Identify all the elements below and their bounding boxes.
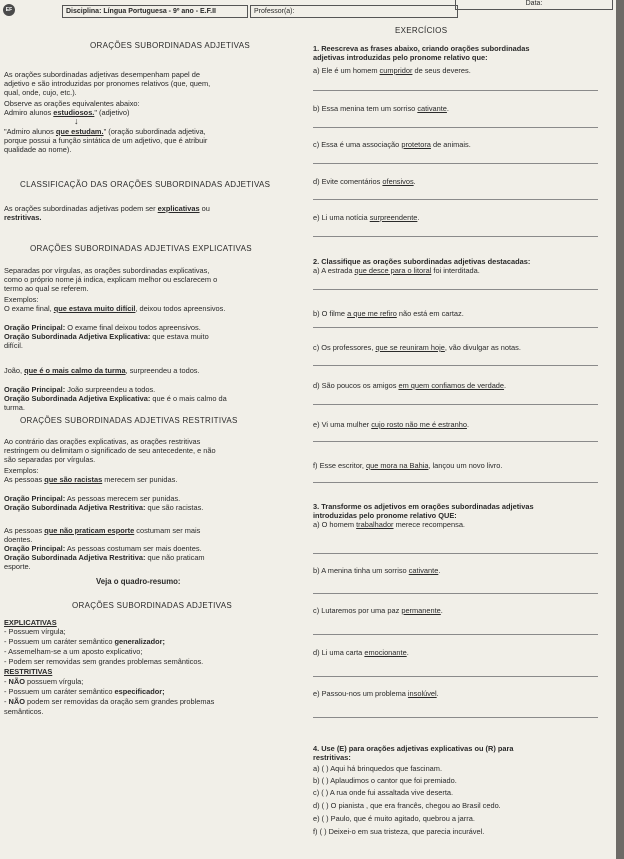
answer-line[interactable]: [313, 404, 598, 405]
restritivas-sub-1: Oração Subordinada Adjetiva Restritiva: que são racistas.: [4, 503, 204, 512]
answer-line[interactable]: [313, 634, 598, 635]
question-4-item[interactable]: a) ( ) Aqui há brinquedos que fascinam.: [313, 764, 443, 773]
explicativas-example-1: O exame final, que estava muito difícil, deixou todos apreensivos.: [4, 304, 226, 313]
question-2-item: c) Os professores, que se reuniram hoje, vão divulgar as notas.: [313, 343, 521, 352]
question-1-item: c) Essa é uma associação protetora de animais.: [313, 140, 471, 149]
discipline-box: [62, 5, 248, 18]
summary-restritivas-3: - NÃO podem ser removidas da oração sem grandes problemas: [4, 697, 215, 706]
question-2: 2. Classifique as orações subordinadas adjetivas destacadas:: [313, 257, 531, 266]
restritivas-principal-1: Oração Principal: As pessoas merecem ser punidas.: [4, 494, 181, 503]
restritivas-line-3: são separadas por vírgulas.: [4, 455, 96, 464]
question-1-line-1: 1. Reescreva as frases abaixo, criando orações subordinadas: [313, 44, 530, 53]
summary-explicativas-heading: EXPLICATIVAS: [4, 618, 57, 627]
question-2-item: a) A estrada que desce para o litoral foi interditada.: [313, 266, 480, 275]
answer-line[interactable]: [313, 289, 598, 290]
answer-line[interactable]: [313, 90, 598, 91]
restritivas-example-2: As pessoas que não praticam esporte costumam ser mais: [4, 526, 201, 535]
question-4-item[interactable]: b) ( ) Aplaudimos o cantor que foi premiado.: [313, 776, 457, 785]
explicativas-line-1: Separadas por vírgulas, as orações subordinadas explicativas,: [4, 266, 210, 275]
question-4-item[interactable]: d) ( ) O pianista , que era francês, chegou ao Brasil cedo.: [313, 801, 501, 810]
explicativas-principal-1: Oração Principal: O exame final deixou todos apreensivos.: [4, 323, 201, 332]
date-label: Data:: [525, 0, 543, 7]
summary-explicativas-1: - Possuem vírgula;: [4, 627, 66, 636]
answer-line[interactable]: [313, 327, 598, 328]
question-4-item[interactable]: c) ( ) A rua onde fui assaltada vive deserta.: [313, 788, 454, 797]
summary-explicativas-4: - Podem ser removidas sem grandes problemas semânticos.: [4, 657, 204, 666]
date-box: [455, 0, 613, 10]
intro-line-2: adjetivo e são introduzidas por pronomes relativos (que, quem,: [4, 79, 211, 88]
summary-explicativas-3: - Assemelham-se a um aposto explicativo;: [4, 647, 143, 656]
answer-line[interactable]: [313, 199, 598, 200]
explicativas-examples-label: Exemplos:: [4, 295, 39, 304]
question-2-item: b) O filme a que me refiro não está em cartaz.: [313, 309, 464, 318]
restritivas-line-2: restringem ou delimitam o significado de seu antecedente, e não: [4, 446, 216, 455]
section-title-adjetivas: ORAÇÕES SUBORDINADAS ADJETIVAS: [90, 41, 250, 50]
teacher-box: [250, 5, 458, 18]
classification-line-2: restritivas.: [4, 213, 42, 222]
restritivas-sub-2: Oração Subordinada Adjetiva Restritiva: que não praticam: [4, 553, 205, 562]
answer-line[interactable]: [313, 441, 598, 442]
explicativas-sub-1: Oração Subordinada Adjetiva Explicativa: que estava muito: [4, 332, 209, 341]
restritivas-example-2-end: doentes.: [4, 535, 33, 544]
discipline-label: Disciplina: Língua Portuguesa - 9º ano - E.F.II: [66, 8, 216, 15]
answer-line[interactable]: [313, 482, 598, 483]
summary-restritivas-2: - Possuem um caráter semântico especificador;: [4, 687, 165, 696]
answer-line[interactable]: [313, 553, 598, 554]
restritivas-sub-2-end: esporte.: [4, 562, 31, 571]
explicativas-sub-2: Oração Subordinada Adjetiva Explicativa: que é o mais calmo da: [4, 394, 227, 403]
question-1-line-2: adjetivas introduzidas pelo pronome relativo que:: [313, 53, 488, 62]
question-3-item: b) A menina tinha um sorriso cativante.: [313, 566, 441, 575]
example-clause-1: "Admiro alunos que estudam." (oração subordinada adjetiva,: [4, 127, 206, 136]
answer-line[interactable]: [313, 593, 598, 594]
observe-line: Observe as orações equivalentes abaixo:: [4, 99, 140, 108]
question-4-line-2: restritivas:: [313, 753, 351, 762]
question-1-item: a) Ele é um homem cumpridor de seus deveres.: [313, 66, 471, 75]
summary-intro: Veja o quadro-resumo:: [96, 577, 181, 586]
explicativas-sub-2-end: turma.: [4, 403, 25, 412]
section-title-classificacao: CLASSIFICAÇÃO DAS ORAÇÕES SUBORDINADAS ADJETIVAS: [20, 180, 271, 189]
summary-restritivas-4: semânticos.: [4, 707, 44, 716]
answer-line[interactable]: [313, 163, 598, 164]
question-3-item: d) Li uma carta emocionante.: [313, 648, 409, 657]
explicativas-line-3: termo ao qual se referem.: [4, 284, 89, 293]
answer-line[interactable]: [313, 365, 598, 366]
header: [0, 0, 616, 20]
example-adjective: Admiro alunos estudiosos." (adjetivo): [4, 108, 130, 117]
section-title-explicativas: ORAÇÕES SUBORDINADAS ADJETIVAS EXPLICATIVAS: [30, 244, 252, 253]
example-clause-2: porque possui a função sintática de um adjetivo, que é atribuir: [4, 136, 208, 145]
intro-line-1: As orações subordinadas adjetivas desempenham papel de: [4, 70, 200, 79]
question-4-item[interactable]: e) ( ) Paulo, que é muito agitado, quebrou a jarra.: [313, 814, 475, 823]
question-1-item: d) Evite comentários ofensivos.: [313, 177, 416, 186]
explicativas-principal-2: Oração Principal: João surpreendeu a todos.: [4, 385, 156, 394]
exercises-title: EXERCÍCIOS: [395, 26, 448, 35]
classification-line-1: As orações subordinadas adjetivas podem ser explicativas ou: [4, 204, 210, 213]
answer-line[interactable]: [313, 236, 598, 237]
question-4-line-1: 4. Use (E) para orações adjetivas explicativas ou (R) para: [313, 744, 514, 753]
restritivas-line-1: Ao contrário das orações explicativas, as orações restritivas: [4, 437, 201, 446]
summary-title: ORAÇÕES SUBORDINADAS ADJETIVAS: [72, 601, 232, 610]
question-1-item: e) Li uma notícia surpreendente.: [313, 213, 420, 222]
section-title-restritivas: ORAÇÕES SUBORDINADAS ADJETIVAS RESTRITIVAS: [20, 416, 238, 425]
question-2-item: d) São poucos os amigos em quem confiamos de verdade.: [313, 381, 507, 390]
question-3-line-2: introduzidas pelo pronome relativo QUE:: [313, 511, 457, 520]
summary-restritivas-1: - NÃO possuem vírgula;: [4, 677, 84, 686]
intro-line-3: qual, onde, cujo, etc.).: [4, 88, 77, 97]
question-3-item: e) Passou-nos um problema insolúvel.: [313, 689, 439, 698]
answer-line[interactable]: [313, 676, 598, 677]
question-3-line-1: 3. Transforme os adjetivos em orações subordinadas adjetivas: [313, 502, 534, 511]
answer-line[interactable]: [313, 717, 598, 718]
arrow-down-icon: ↓: [74, 116, 79, 126]
summary-restritivas-heading: RESTRITIVAS: [4, 667, 53, 676]
question-3-item: c) Lutaremos por uma paz permanente.: [313, 606, 443, 615]
restritivas-principal-2: Oração Principal: As pessoas costumam ser mais doentes.: [4, 544, 202, 553]
summary-explicativas-2: - Possuem um caráter semântico generalizador;: [4, 637, 166, 646]
explicativas-sub-1-end: difícil.: [4, 341, 23, 350]
question-3-item: a) O homem trabalhador merece recompensa.: [313, 520, 465, 529]
teacher-label: Professor(a):: [254, 8, 295, 15]
restritivas-example-1: As pessoas que são racistas merecem ser punidas.: [4, 475, 178, 484]
answer-line[interactable]: [313, 127, 598, 128]
school-logo: EF: [3, 4, 15, 16]
question-1-item: b) Essa menina tem um sorriso cativante.: [313, 104, 449, 113]
question-4-item[interactable]: f) ( ) Deixei-o em sua tristeza, que parecia incurável.: [313, 827, 485, 836]
example-clause-3: qualidade ao nome).: [4, 145, 72, 154]
question-2-item: e) Vi uma mulher cujo rosto não me é estranho.: [313, 420, 469, 429]
explicativas-example-2: João, que é o mais calmo da turma, surpreendeu a todos.: [4, 366, 200, 375]
restritivas-examples-label: Exemplos:: [4, 466, 39, 475]
explicativas-line-2: como o próprio nome já indica, explicam melhor ou esclarecem o: [4, 275, 218, 284]
question-2-item: f) Esse escritor, que mora na Bahia, lançou um novo livro.: [313, 461, 503, 470]
